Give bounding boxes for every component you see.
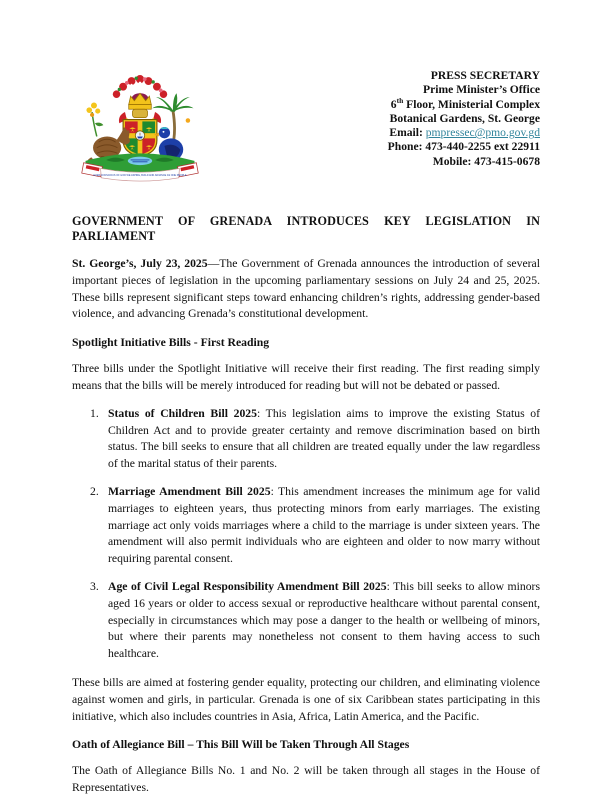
grenada-coat-of-arms (78, 66, 202, 190)
email-line: Email: pmpressec@pmo.gov.gd (389, 126, 540, 140)
masthead (72, 66, 540, 190)
motto-text: EVER CONSCIOUS OF GOD WE ASPIRE, BUILD AND ADVANCE AS ONE PEOPLE (93, 173, 187, 177)
section-heading-oath: Oath of Allegiance Bill – This Bill Will be Taken Through All Stages (72, 738, 410, 752)
bill-text: Status of Children Bill 2025: This legislation aims to improve the existing Status of Children Act and to provide greater certainty and remove discrimination based on birth status. The bill seeks to ensure that all children are treated equally under the law regardless of the marital status of their parents. (108, 406, 540, 471)
email-link[interactable]: pmpressec@pmo.gov.gd (425, 126, 540, 140)
bill-text: Age of Civil Legal Responsibility Amendment Bill 2025: This bill seeks to allow minors aged 16 years or older to access sexual or reproductive healthcare without parental consent, especially in circumstances which may pose a danger to the health or wellbeing of minors, but where their parents may nonetheless not consent to them having access to such healthcare. (108, 579, 540, 661)
section-heading-spotlight: Spotlight Initiative Bills - First Reading (72, 336, 270, 350)
bill-text: Marriage Amendment Bill 2025: This amendment increases the minimum age for valid marriages to eighteen years, thus protecting minors from early marriages. The existing marriage act only voids marriages where a child to the marriage is under sixteen years. The amendment will also permit individuals who are eighteen and older to now marry without requiring parental consent. (108, 484, 540, 566)
floor-line: 6th Floor, Ministerial Complex (390, 95, 540, 111)
list-item-bill-2 (72, 484, 540, 568)
list-number: 1. (90, 406, 99, 420)
headline: GOVERNMENT OF GRENADA INTRODUCES KEY LEGISLATION IN PARLIAMENT (72, 214, 540, 243)
list-number: 3. (90, 579, 99, 593)
closing-paragraph: These bills are aimed at fostering gender equality, protecting our children, and eliminating violence against women and girls, in particular. Grenada is one of six Caribbean states participating in this initiative, which also includes countries in Asia, Africa, Latin America, and the Pacific. (72, 675, 540, 723)
press-secretary-title: PRESS SECRETARY (430, 69, 540, 82)
yellow-flower-icon (86, 102, 103, 136)
mobile-line: Mobile: 473-415-0678 (432, 154, 540, 168)
office-line: Prime Minister’s Office (423, 83, 540, 97)
lake-shape (128, 157, 152, 165)
spotlight-paragraph: Three bills under the Spotlight Initiative will receive their first reading. The first reading simply means that the bills will be merely introduced for reading but will not be debated or passed. (72, 362, 540, 392)
contact-block (388, 66, 540, 169)
list-item-bill-3 (72, 579, 540, 663)
list-number: 2. (90, 484, 99, 498)
intro-paragraph: St. George’s, July 23, 2025—The Government of Grenada announces the introduction of several important pieces of legislation in the upcoming parliamentary sessions on July 24 and 25, 2025. These bills represent significant steps toward enhancing children’s rights, addressing gender-based violence, and advancing Grenada’s constitutional development. (72, 257, 540, 321)
address-line: Botanical Gardens, St. George (389, 111, 540, 125)
list-item-bill-1 (72, 406, 540, 473)
phone-line: Phone: 473-440-2255 ext 22911 (387, 140, 540, 154)
oath-paragraph: The Oath of Allegiance Bills No. 1 and No. 2 will be taken through all stages in the House of Representatives. (72, 764, 540, 795)
